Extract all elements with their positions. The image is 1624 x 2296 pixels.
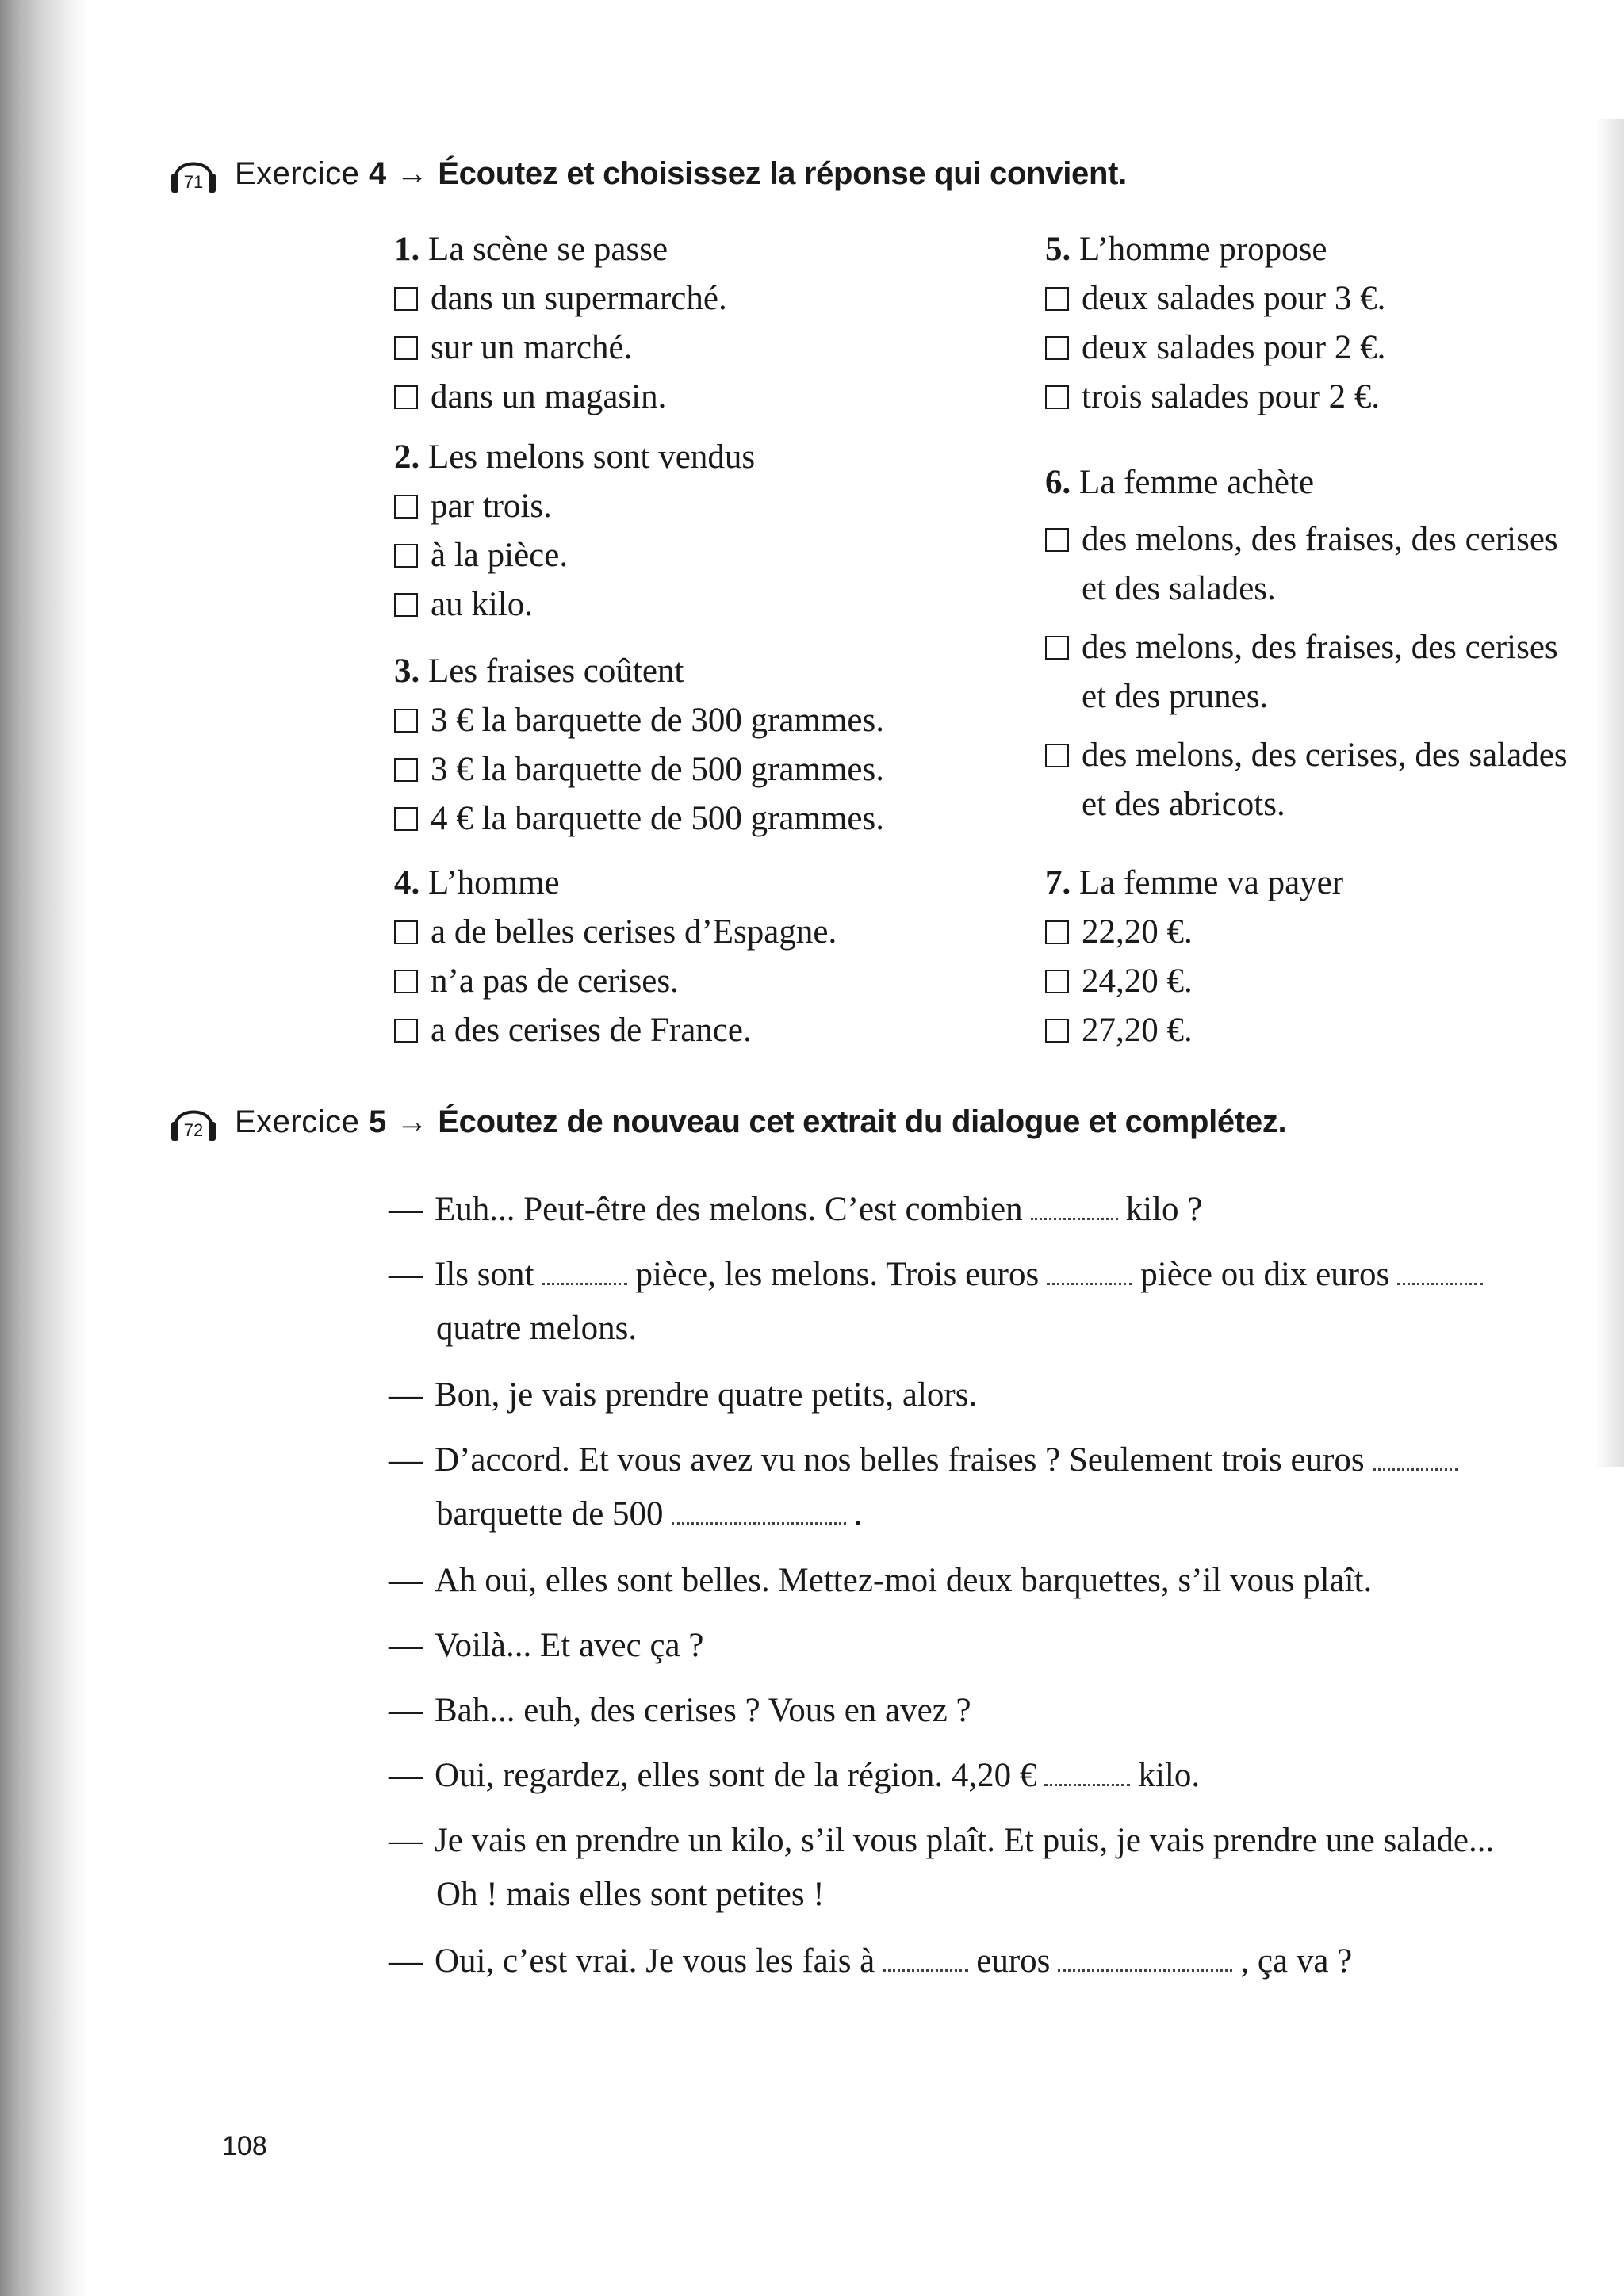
fill-blank[interactable] <box>1047 1276 1132 1285</box>
dialogue-line-3: — Bon, je vais prendre quatre petits, alors. <box>389 1376 978 1414</box>
option-2b[interactable]: à la pièce. <box>394 531 755 580</box>
checkbox[interactable] <box>1045 970 1069 993</box>
checkbox[interactable] <box>394 287 418 311</box>
option-3c[interactable]: 4 € la barquette de 500 grammes. <box>394 794 884 844</box>
dialogue-line-2: — Ils sont pièce, les melons. Trois euros pièce ou dix euros <box>389 1242 1594 1307</box>
question-5: 5. L’homme propose deux salades pour 3 €. deux salades pour 2 €. trois salades pour 2 €. <box>1045 225 1385 422</box>
checkbox[interactable] <box>1045 1019 1069 1043</box>
checkbox[interactable] <box>1045 744 1069 767</box>
fill-blank[interactable] <box>1373 1462 1458 1471</box>
fill-blank[interactable] <box>1044 1777 1130 1786</box>
option-6b[interactable]: des melons, des fraises, des cerises et des prunes. <box>1045 623 1568 721</box>
checkbox[interactable] <box>1045 528 1069 552</box>
checkbox[interactable] <box>394 385 418 409</box>
checkbox[interactable] <box>1045 636 1069 660</box>
dialogue-line-4: — D’accord. Et vous avez vu nos belles fraises ? Seulement trois euros <box>389 1428 1594 1493</box>
exercise-5-header <box>168 1096 1286 1148</box>
option-4c[interactable]: a des cerises de France. <box>394 1006 837 1055</box>
option-1c[interactable]: dans un magasin. <box>394 373 727 422</box>
page-edge-shadow <box>1595 119 1624 1467</box>
checkbox[interactable] <box>1045 385 1069 409</box>
question-2: 2. Les melons sont vendus par trois. à la pièce. au kilo. <box>394 433 755 629</box>
checkbox[interactable] <box>394 1019 418 1043</box>
option-3a[interactable]: 3 € la barquette de 300 grammes. <box>394 696 884 745</box>
checkbox[interactable] <box>394 544 418 568</box>
dialogue-line-5: — Ah oui, elles sont belles. Mettez-moi deux barquettes, s’il vous plaît. <box>389 1562 1373 1599</box>
question-7: 7. La femme va payer 22,20 €. 24,20 €. 27,20 €. <box>1045 859 1343 1055</box>
exercise-5-instruction: Écoutez de nouveau cet extrait du dialogue et complétez. <box>438 1104 1287 1139</box>
book-spine-shadow <box>0 0 87 2296</box>
checkbox[interactable] <box>1045 336 1069 360</box>
checkbox[interactable] <box>1045 920 1069 944</box>
checkbox[interactable] <box>394 336 418 360</box>
option-6c[interactable]: des melons, des cerises, des salades et des abricots. <box>1045 731 1568 829</box>
option-5a[interactable]: deux salades pour 3 €. <box>1045 274 1385 323</box>
track-number: 72 <box>183 1120 204 1140</box>
dialogue-line-6: — Voilà... Et avec ça ? <box>389 1627 704 1664</box>
option-4b[interactable]: n’a pas de cerises. <box>394 957 837 1006</box>
fill-blank[interactable] <box>542 1276 627 1285</box>
page-number: 108 <box>222 2131 267 2161</box>
dialogue-line-9-continued: Oh ! mais elles sont petites ! <box>436 1876 825 1913</box>
checkbox[interactable] <box>394 495 418 519</box>
option-5c[interactable]: trois salades pour 2 €. <box>1045 373 1385 422</box>
option-2c[interactable]: au kilo. <box>394 580 755 629</box>
question-1: 1. La scène se passe dans un supermarché. sur un marché. dans un magasin. <box>394 225 727 422</box>
dialogue-line-10: — Oui, c’est vrai. Je vous les fais à euros , ça va ? <box>389 1942 1353 1980</box>
checkbox[interactable] <box>394 709 418 733</box>
fill-blank[interactable] <box>1397 1276 1483 1285</box>
headphones-track-icon <box>168 148 219 199</box>
option-4a[interactable]: a de belles cerises d’Espagne. <box>394 908 837 957</box>
dialogue <box>389 1177 1594 1994</box>
option-7b[interactable]: 24,20 €. <box>1045 957 1343 1006</box>
option-1a[interactable]: dans un supermarché. <box>394 274 727 323</box>
exercise-4-instruction: Écoutez et choisissez la réponse qui convient. <box>438 155 1127 191</box>
option-1b[interactable]: sur un marché. <box>394 323 727 373</box>
question-4: 4. L’homme a de belles cerises d’Espagne. n’a pas de cerises. a des cerises de France. <box>394 859 837 1055</box>
exercise-5-title: Exercice 5 → Écoutez de nouveau cet extrait du dialogue et complétez. <box>235 1104 1287 1139</box>
option-2a[interactable]: par trois. <box>394 482 755 531</box>
fill-blank[interactable] <box>1031 1211 1118 1220</box>
exercise-4-header <box>168 147 1127 200</box>
checkbox[interactable] <box>394 758 418 782</box>
exercise-4-title: Exercice 4 → Écoutez et choisissez la réponse qui convient. <box>235 155 1127 191</box>
checkbox[interactable] <box>394 593 418 617</box>
checkbox[interactable] <box>394 970 418 993</box>
track-number: 71 <box>183 172 204 192</box>
question-6: 6. La femme achète des melons, des fraises, des cerises et des salades. des melons, des fraises, des cerises et des prunes. des melons, des cerises, des salades et des abricots. <box>1045 458 1568 829</box>
dialogue-line-9: — Je vais en prendre un kilo, s’il vous plaît. Et puis, je vais prendre une salade... <box>389 1822 1495 1859</box>
option-5b[interactable]: deux salades pour 2 €. <box>1045 323 1385 373</box>
option-7a[interactable]: 22,20 €. <box>1045 908 1343 957</box>
dialogue-line-8: — Oui, regardez, elles sont de la région. 4,20 € kilo. <box>389 1757 1201 1794</box>
option-6a[interactable]: des melons, des fraises, des cerises et des salades. <box>1045 515 1568 614</box>
question-3: 3. Les fraises coûtent 3 € la barquette de 300 grammes. 3 € la barquette de 500 grammes. 4 € la barquette de 500 grammes. <box>394 647 884 844</box>
checkbox[interactable] <box>394 807 418 831</box>
dialogue-line-1: — Euh... Peut-être des melons. C’est combien kilo ? <box>389 1191 1203 1228</box>
option-3b[interactable]: 3 € la barquette de 500 grammes. <box>394 745 884 794</box>
dialogue-line-4-continued: barquette de 500 . <box>436 1495 863 1533</box>
fill-blank[interactable] <box>1058 1963 1232 1972</box>
fill-blank[interactable] <box>672 1516 846 1525</box>
checkbox[interactable] <box>1045 287 1069 311</box>
dialogue-line-2-continued: quatre melons. <box>436 1310 638 1347</box>
headphones-track-icon <box>168 1096 219 1147</box>
checkbox[interactable] <box>394 920 418 944</box>
option-7c[interactable]: 27,20 €. <box>1045 1006 1343 1055</box>
fill-blank[interactable] <box>883 1963 968 1972</box>
dialogue-line-7: — Bah... euh, des cerises ? Vous en avez ? <box>389 1692 971 1729</box>
